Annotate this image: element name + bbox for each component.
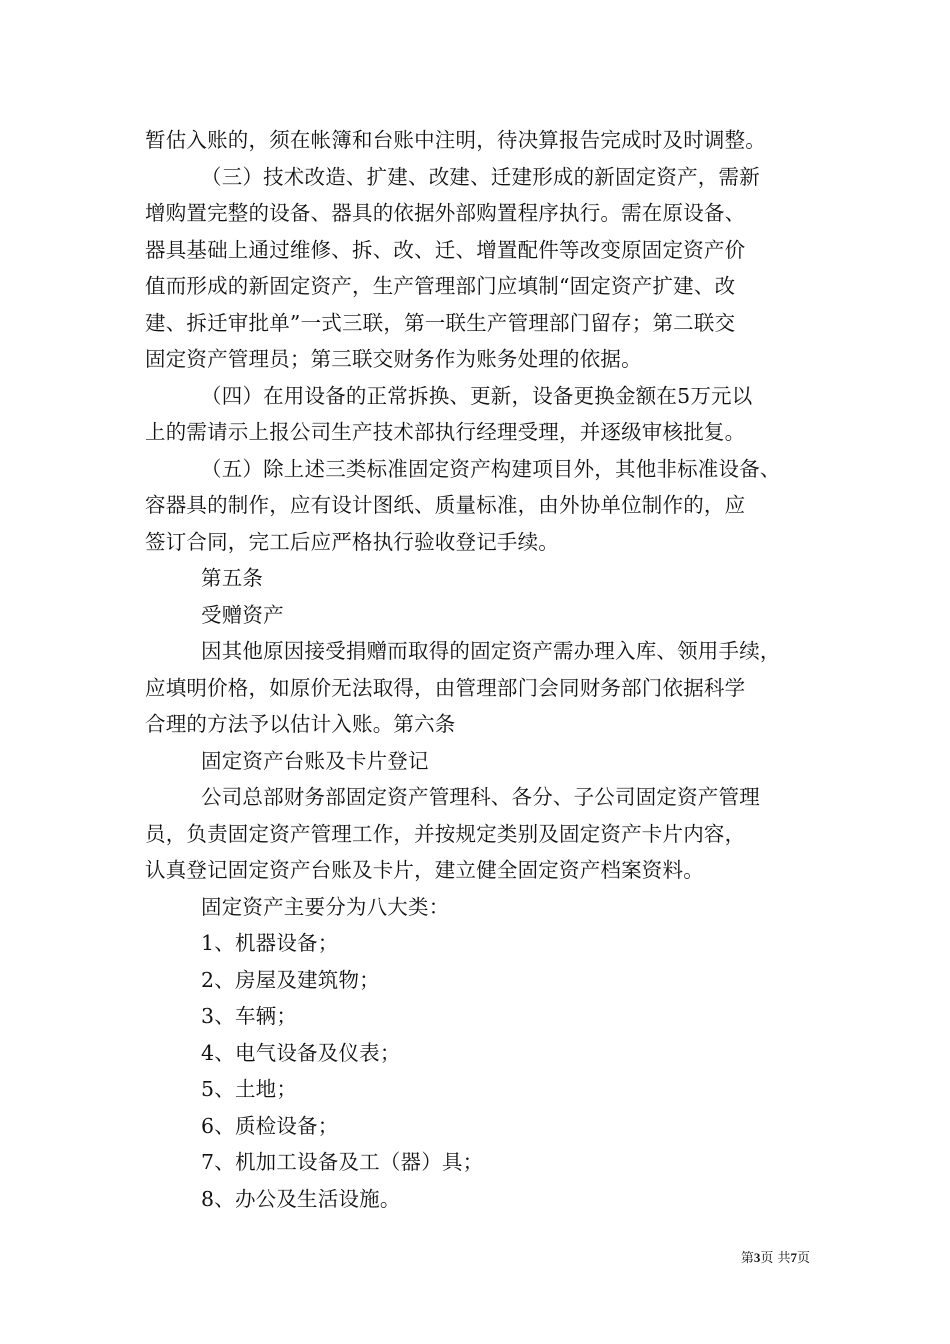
text-line: 1、机器设备； — [201, 931, 339, 955]
text-line: 固定资产管理员；第三联交财务作为账务处理的依据。 — [145, 347, 642, 371]
text-line: （五）除上述三类标准固定资产构建项目外，其他非标准设备、 — [201, 456, 781, 481]
text-line: 第五条 — [201, 566, 264, 590]
document-body — [145, 122, 810, 1217]
text-line: 3、车辆； — [201, 1004, 298, 1028]
text-line: 容器具的制作，应有设计图纸、质量标准，由外协单位制作的，应 — [145, 493, 746, 517]
text-line: 应填明价格，如原价无法取得，由管理部门会同财务部门依据科学 — [145, 675, 746, 700]
text-line: 员，负责固定资产管理工作，并按规定类别及固定资产卡片内容， — [145, 821, 746, 846]
text-line: 公司总部财务部固定资产管理科、各分、子公司固定资产管理 — [201, 785, 760, 809]
text-line: 增购置完整的设备、器具的依据外部购置程序执行。需在原设备、 — [145, 201, 746, 225]
footer-suffix: 页 — [796, 1251, 810, 1266]
text-line: 6、质检设备； — [201, 1113, 339, 1138]
text-line: 暂估入账的，须在帐簿和台账中注明，待决算报告完成时及时调整。 — [145, 128, 766, 152]
text-line: 认真登记固定资产台账及卡片，建立健全固定资产档案资料。 — [145, 858, 704, 882]
text-line: （三）技术改造、扩建、改建、迁建形成的新固定资产，需新 — [201, 164, 760, 189]
footer-prefix: 第 — [740, 1251, 754, 1266]
current-page-number: 3 — [753, 1250, 761, 1265]
footer-middle: 页 共 — [760, 1251, 791, 1266]
text-line: 签订合同，完工后应严格执行验收登记手续。 — [145, 529, 559, 554]
page-footer — [700, 1247, 810, 1266]
text-line: 7、机加工设备及工（器）具； — [201, 1150, 484, 1174]
text-line: 值而形成的新固定资产，生产管理部门应填制“固定资产扩建、改 — [145, 274, 736, 298]
text-line: 8、办公及生活设施。 — [201, 1186, 401, 1211]
text-line: 建、拆迁审批单”一式三联，第一联生产管理部门留存；第二联交 — [145, 310, 736, 335]
text-line: 器具基础上通过维修、拆、改、迁、增置配件等改变原固定资产价 — [145, 237, 746, 262]
text-line: 固定资产台账及卡片登记 — [201, 748, 429, 773]
text-line: 因其他原因接受捐赠而取得的固定资产需办理入库、领用手续， — [201, 639, 781, 663]
text-line: 合理的方法予以估计入账。第六条 — [145, 712, 456, 736]
text-line: 4、电气设备及仪表； — [201, 1040, 401, 1065]
text-line: 2、房屋及建筑物； — [201, 967, 380, 992]
total-page-number: 7 — [790, 1250, 797, 1265]
text-line: 5、土地； — [201, 1077, 298, 1101]
text-line: 上的需请示上报公司生产技术部执行经理受理，并逐级审核批复。 — [145, 420, 746, 444]
text-line: （四）在用设备的正常拆换、更新，设备更换金额在5万元以 — [201, 383, 753, 408]
text-line: 固定资产主要分为八大类： — [201, 894, 450, 919]
text-line: 受赠资产 — [201, 602, 284, 627]
